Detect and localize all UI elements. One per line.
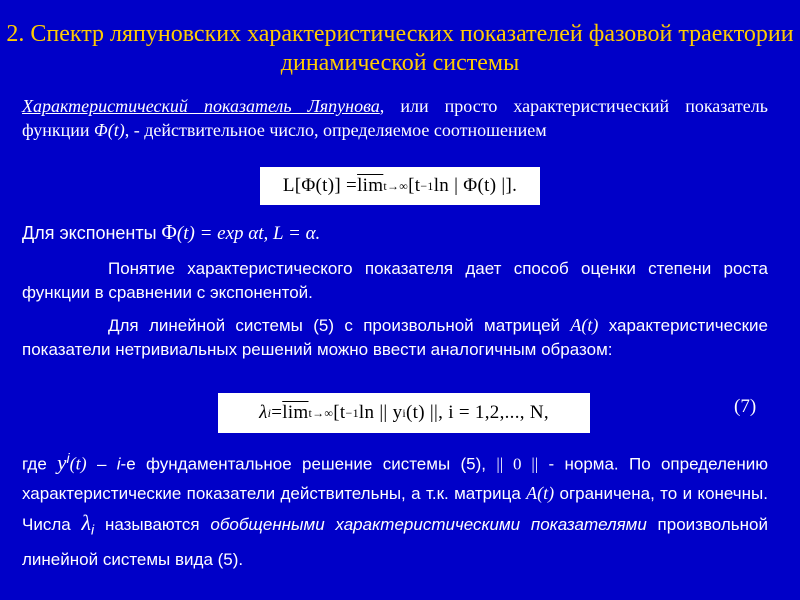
matrix-symbol: A(t) — [570, 315, 599, 335]
linear-system-paragraph — [22, 313, 768, 362]
formula-lim-sub: t→∞ — [383, 178, 409, 193]
function-symbol: Φ(t) — [94, 120, 125, 140]
definition-paragraph — [22, 94, 768, 142]
equation-number: (7) — [734, 396, 757, 417]
example-prefix: Для экспоненты — [22, 223, 162, 243]
formula-lhs: L[Φ(t)] = — [282, 175, 358, 196]
spectrum-formula — [218, 393, 590, 433]
formula2-exponent: −1 — [345, 405, 359, 420]
growth-paragraph: Понятие характеристического показателя дает способ оценки степени роста функции в сравнении с экспонентой. — [22, 259, 768, 302]
linear-text-1: Для линейной системы (5) с произвольной матрицей — [108, 316, 571, 335]
formula2-mid: ln || y — [358, 402, 403, 423]
definition-text-2: , - действительное число, определяемое соотношением — [124, 120, 547, 140]
y-argument: (t) — [69, 453, 87, 474]
lambda-symbol-2: λ — [81, 509, 92, 535]
p3-text-7: произвольной линейной системы вида (5). — [22, 514, 768, 570]
example-result: L = α. — [268, 223, 321, 244]
formula-rest: ln | Φ(t) |]. — [433, 175, 518, 196]
p3-text-3: -е фундаментальное решение системы (5), — [120, 454, 497, 474]
lambda-index: i — [267, 405, 272, 420]
formula-exponent: −1 — [420, 178, 434, 193]
index-i: i — [116, 454, 121, 474]
p3-text-5: ограничена, то и конечны. Числа — [22, 483, 768, 534]
lambda-symbol: λ — [259, 402, 268, 423]
formula2-lim: $\overline{lim}$ — [282, 402, 309, 423]
p3-text-1: где — [22, 454, 58, 474]
lyapunov-formula — [260, 167, 540, 205]
slide-title: 2. Спектр ляпуновских характеристических показателей фазовой траектории динамической системы — [6, 21, 794, 76]
example-expression: (t) = exp αt, — [176, 223, 269, 244]
formula2-bracket: [t — [333, 402, 346, 423]
p3-text-6: называются — [94, 514, 211, 534]
y-symbol: y — [57, 450, 67, 475]
y-superscript: i — [66, 451, 70, 467]
matrix-symbol-2: A(t) — [526, 482, 555, 503]
phi-symbol: Φ — [161, 220, 177, 244]
formula-lim: $\overline{lim}$ — [357, 175, 384, 196]
formula-bracket: [t — [408, 175, 421, 196]
linear-text-2: характеристические показатели нетривиальных решений можно ввести аналогичным образом: — [22, 316, 768, 359]
definition-text-1: , или просто характеристический показатель функции — [22, 96, 768, 140]
exponent-example — [22, 220, 768, 246]
lyapunov-term: Характеристический показатель Ляпунова — [22, 96, 380, 116]
p3-text-4: - норма. По определению характеристические показатели действительны, а т.к. матрица — [22, 454, 768, 503]
generalized-term: обобщенными характеристическими показателями — [210, 514, 647, 534]
p3-text-2: – — [86, 454, 117, 474]
formula2-eq: = — [271, 402, 283, 423]
lambda-index-2: i — [91, 522, 95, 539]
formula2-rest: (t) ||, i = 1,2,..., N, — [406, 402, 549, 423]
formula2-lim-sub: t→∞ — [308, 405, 334, 420]
norm-symbol: || 0 || — [496, 454, 539, 474]
fundamental-solution-paragraph — [22, 445, 768, 574]
formula2-y-sup: i — [402, 405, 407, 420]
